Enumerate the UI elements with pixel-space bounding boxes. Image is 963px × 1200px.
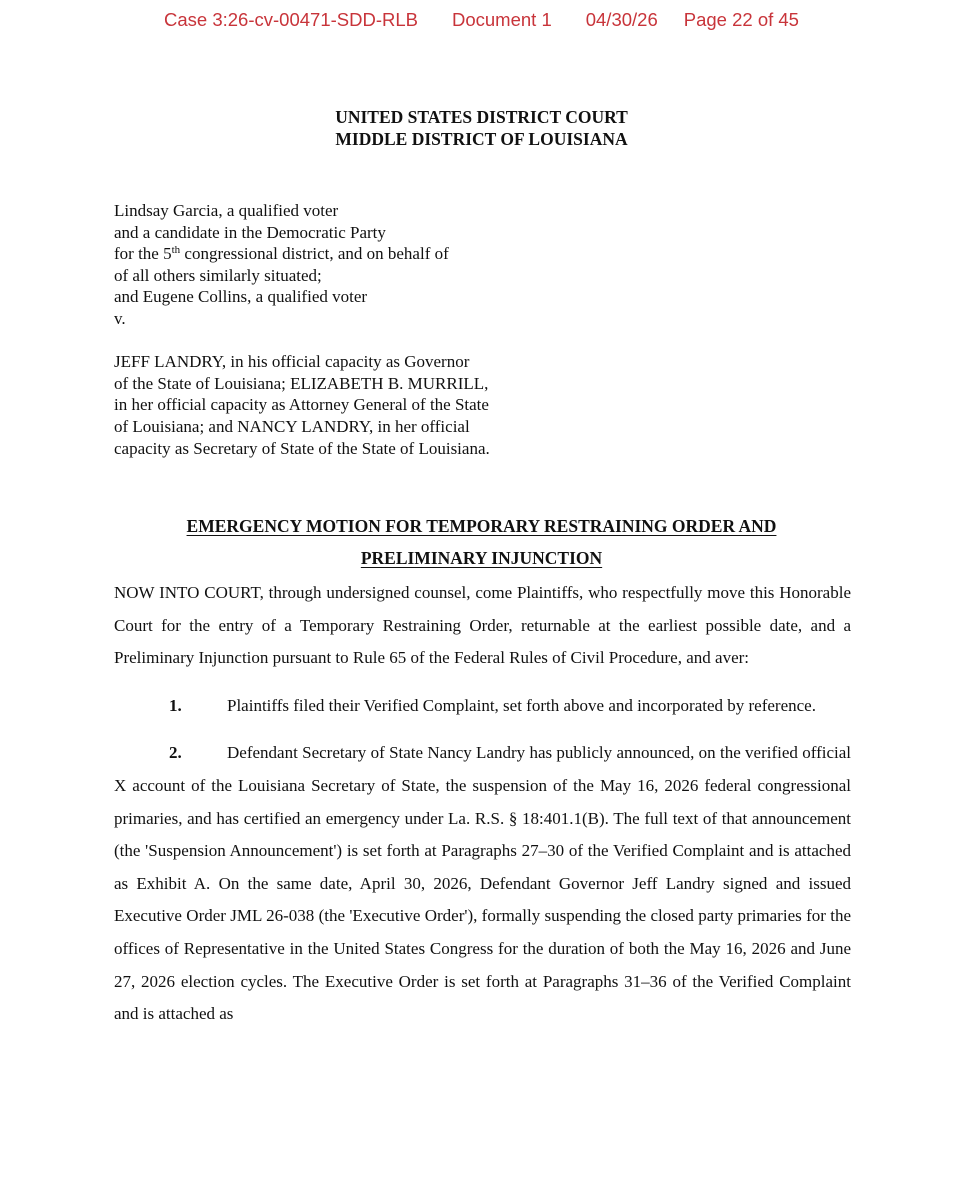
motion-title [0,510,963,574]
plaintiff-line-3-post: congressional district, and on behalf of [180,244,449,264]
caption-spacer [114,330,490,352]
defendant-line-4: of Louisiana; and NANCY LANDRY, in her official [114,416,470,436]
plaintiff-line-1: Lindsay Garcia, a qualified voter [114,201,339,220]
plaintiff-line-3 [114,243,490,265]
motion-title-line-1: EMERGENCY MOTION FOR TEMPORARY RESTRAINING ORDER AND [186,516,777,536]
plaintiff-line-2: and a candidate in the Democratic Party [114,222,386,242]
defendant-line-3: in her official capacity as Attorney General of the State [114,395,489,415]
page-number: Page 22 of 45 [683,9,799,30]
paragraph-text: Plaintiffs filed their Verified Complaint, set forth above and incorporated by reference. [227,695,816,715]
case-caption [114,200,490,459]
case-number: Case 3:26-cv-00471-SDD-RLB [164,9,418,30]
defendant-line-2: of the State of Louisiana; ELIZABETH B. MURRILL, [114,373,489,393]
court-heading [0,106,963,150]
paragraph-number: 2. [169,743,182,763]
plaintiff-line-4: of all others similarly situated; [114,265,322,285]
defendant-line-5: capacity as Secretary of State of the State of Louisiana. [114,438,490,458]
court-district: MIDDLE DISTRICT OF LOUISIANA [335,129,628,149]
numbered-paragraph-2 [114,737,851,1030]
motion-title-line-2: PRELIMINARY INJUNCTION [360,548,603,568]
defendant-line-1: JEFF LANDRY, in his official capacity as Governor [114,352,470,372]
filing-header [0,9,963,31]
court-name: UNITED STATES DISTRICT COURT [335,107,628,127]
intro-paragraph: NOW INTO COURT, through undersigned counsel, come Plaintiffs, who respectfully move this Honorable Court for the entry of a Temporary Restraining Order, returnable at the earliest possible date, and a Preliminary Injunction pursuant to Rule 65 of the Federal Rules of Civil Procedure, and aver: [114,583,851,668]
document-number: Document 1 [451,9,552,30]
filing-date: 04/30/26 [585,9,658,30]
versus: v. [114,308,126,328]
ordinal-suffix: th [171,244,181,257]
paragraph-number: 1. [169,695,182,715]
paragraph-text: Defendant Secretary of State Nancy Landry has publicly announced, on the verified official X account of the Louisiana Secretary of State, the suspension of the May 16, 2026 federal congressional primaries, and has certified an emergency under La. R.S. § 18:401.1(B). The full text of that announcement (the 'Suspension Announcement') is set forth at Paragraphs 27–30 of the Verified Complaint and is attached as Exhibit A. On the same date, April 30, 2026, Defendant Governor Jeff Landry signed and issued Executive Order JML 26-038 (the 'Executive Order'), formally suspending the closed party primaries for the offices of Representative in the United States Congress for the duration of both the May 16, 2026 and June 27, 2026 election cycles. The Executive Order is set forth at Paragraphs 31–36 of the Verified Complaint and is attached as [114,743,851,1024]
plaintiff-line-5: and Eugene Collins, a qualified voter [114,287,368,307]
numbered-paragraph-1 [114,690,851,723]
plaintiff-line-3-pre: for the 5 [114,244,172,264]
motion-body [114,577,851,1031]
